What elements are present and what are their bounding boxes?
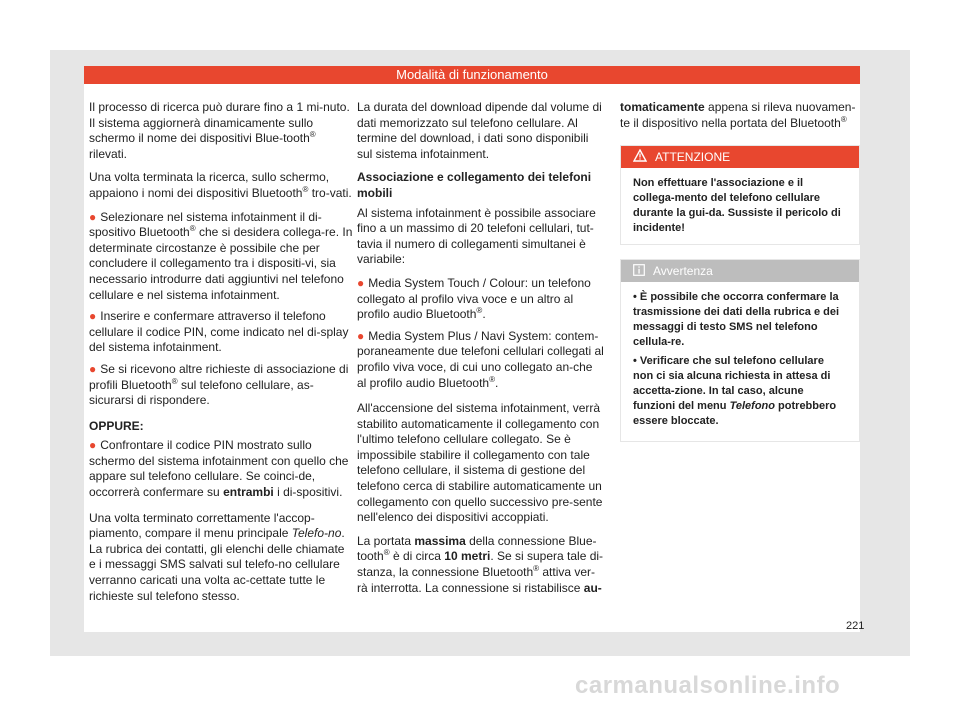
bullet-item: ● Selezionare nel sistema infotainment il di-spositivo Bluetooth® che si desidera collega-re. In determinate circostanze è possibile che per concludere il collegamento tra i dispositi-vi, sia necessario introdurre dati aggiuntivi nel telefono cellulare e nel sistema infotainment.	[89, 209, 353, 302]
paragraph: La portata massima della connessione Blue-tooth® è di circa 10 metri. Se si supera tale di-stanza, la connessione Bluetooth® attiva ver-rà interrotta. La connessione si ristabilisce au-	[357, 533, 604, 595]
warning-title: ATTENZIONE	[655, 150, 731, 165]
note-title: Avvertenza	[653, 264, 713, 279]
bullet-item: ● Confrontare il codice PIN mostrato sullo schermo del sistema infotainment con quello che appare sul telefono cellulare. Se coinci-de, occorrerà confermare su entrambi i di-spositivi.	[89, 438, 349, 500]
note-bullet: • Verificare che sul telefono cellulare non ci sia alcuna richiesta in attesa di accetta-zione. In tal caso, alcune funzioni del menu Telefono potrebbero essere bloccate.	[633, 355, 837, 428]
column-left	[89, 100, 353, 612]
paragraph: Il processo di ricerca può durare fino a 1 mi-nuto. Il sistema aggiornerà dinamicamente sullo schermo il nome dei dispositivi Blue-tooth® rilevati.	[89, 100, 350, 161]
paragraph: Una volta terminato correttamente l'accop-piamento, compare il menu principale Telefo-no. La rubrica dei contatti, gli elenchi delle chiamate e i messaggi SMS salvati sul telefo-no cellulare verranno caricati una volta ac-cettate tutte le richieste sul telefono stesso.	[89, 510, 345, 603]
warning-header	[621, 146, 859, 168]
section-header: Modalità di funzionamento	[84, 66, 860, 84]
page-number: 221	[846, 620, 865, 632]
bullet-item: ● Se si ricevono altre richieste di associazione di profili Bluetooth® sul telefono cellulare, as-sicurarsi di rispondere.	[89, 361, 349, 408]
watermark: carmanualsonline.info	[575, 672, 841, 699]
bullet-icon: ●	[357, 275, 365, 290]
column-right	[620, 100, 860, 442]
section-heading: Associazione e collegamento dei telefoni mobili	[357, 170, 592, 200]
paragraph: All'accensione del sistema infotainment, verrà stabilito automaticamente il collegamento con l'ultimo telefono cellulare collegato. Se è impossibile stabilire il collegamento con tale telefono cellulare, il sistema di gestione del telefono cerca di stabilire automaticamente un collegamento con quello successivo pre-sente nell'elenco dei dispositivi accoppiati.	[357, 401, 603, 525]
paragraph: Una volta terminata la ricerca, sullo schermo, appaiono i nomi dei dispositivi Bluetooth® tro-vati.	[89, 170, 352, 200]
bullet-icon: ●	[89, 361, 97, 376]
paragraph: tomaticamente appena si rileva nuovamen-te il dispositivo nella portata del Bluetooth®	[620, 100, 856, 130]
bullet-item: ● Media System Touch / Colour: un telefono collegato al profilo viva voce e un altro al profilo audio Bluetooth®.	[357, 275, 591, 322]
bullet-icon: ●	[89, 438, 97, 453]
info-icon	[633, 261, 645, 283]
oppure-label: OPPURE:	[89, 418, 144, 433]
note-header	[621, 260, 859, 282]
paragraph: La durata del download dipende dal volume di dati memorizzato sul telefono cellulare. Al termine del download, i dati sono disponibili sul sistema infotainment.	[357, 100, 602, 161]
note-bullet: • È possibile che occorra confermare la trasmissione dei dati della rubrica e dei messaggi di testo SMS nel telefono cellula-re.	[633, 291, 840, 349]
bullet-item: ● Inserire e confermare attraverso il telefono cellulare il codice PIN, come indicato nel di-splay del sistema infotainment.	[89, 309, 349, 355]
note-body	[621, 282, 859, 441]
note-box	[620, 259, 860, 442]
column-middle	[357, 100, 605, 604]
bullet-item: ● Media System Plus / Navi System: contem-poraneamente due telefoni cellulari collegati al profilo viva voce, di cui uno collegato an-che al profilo audio Bluetooth®.	[357, 328, 604, 390]
bullet-icon: ●	[357, 328, 365, 343]
warning-box	[620, 145, 860, 245]
paragraph: Al sistema infotainment è possibile associare fino a un massimo di 20 telefoni cellulari, tut-tavia il numero di collegamenti simultanei è variabile:	[357, 205, 596, 267]
bullet-icon: ●	[89, 209, 97, 224]
warning-triangle-icon	[633, 147, 647, 169]
bullet-icon: ●	[89, 309, 97, 324]
warning-text: Non effettuare l'associazione e il collega-mento del telefono cellulare durante la gui-da. Sussiste il pericolo di incidente!	[633, 177, 841, 235]
